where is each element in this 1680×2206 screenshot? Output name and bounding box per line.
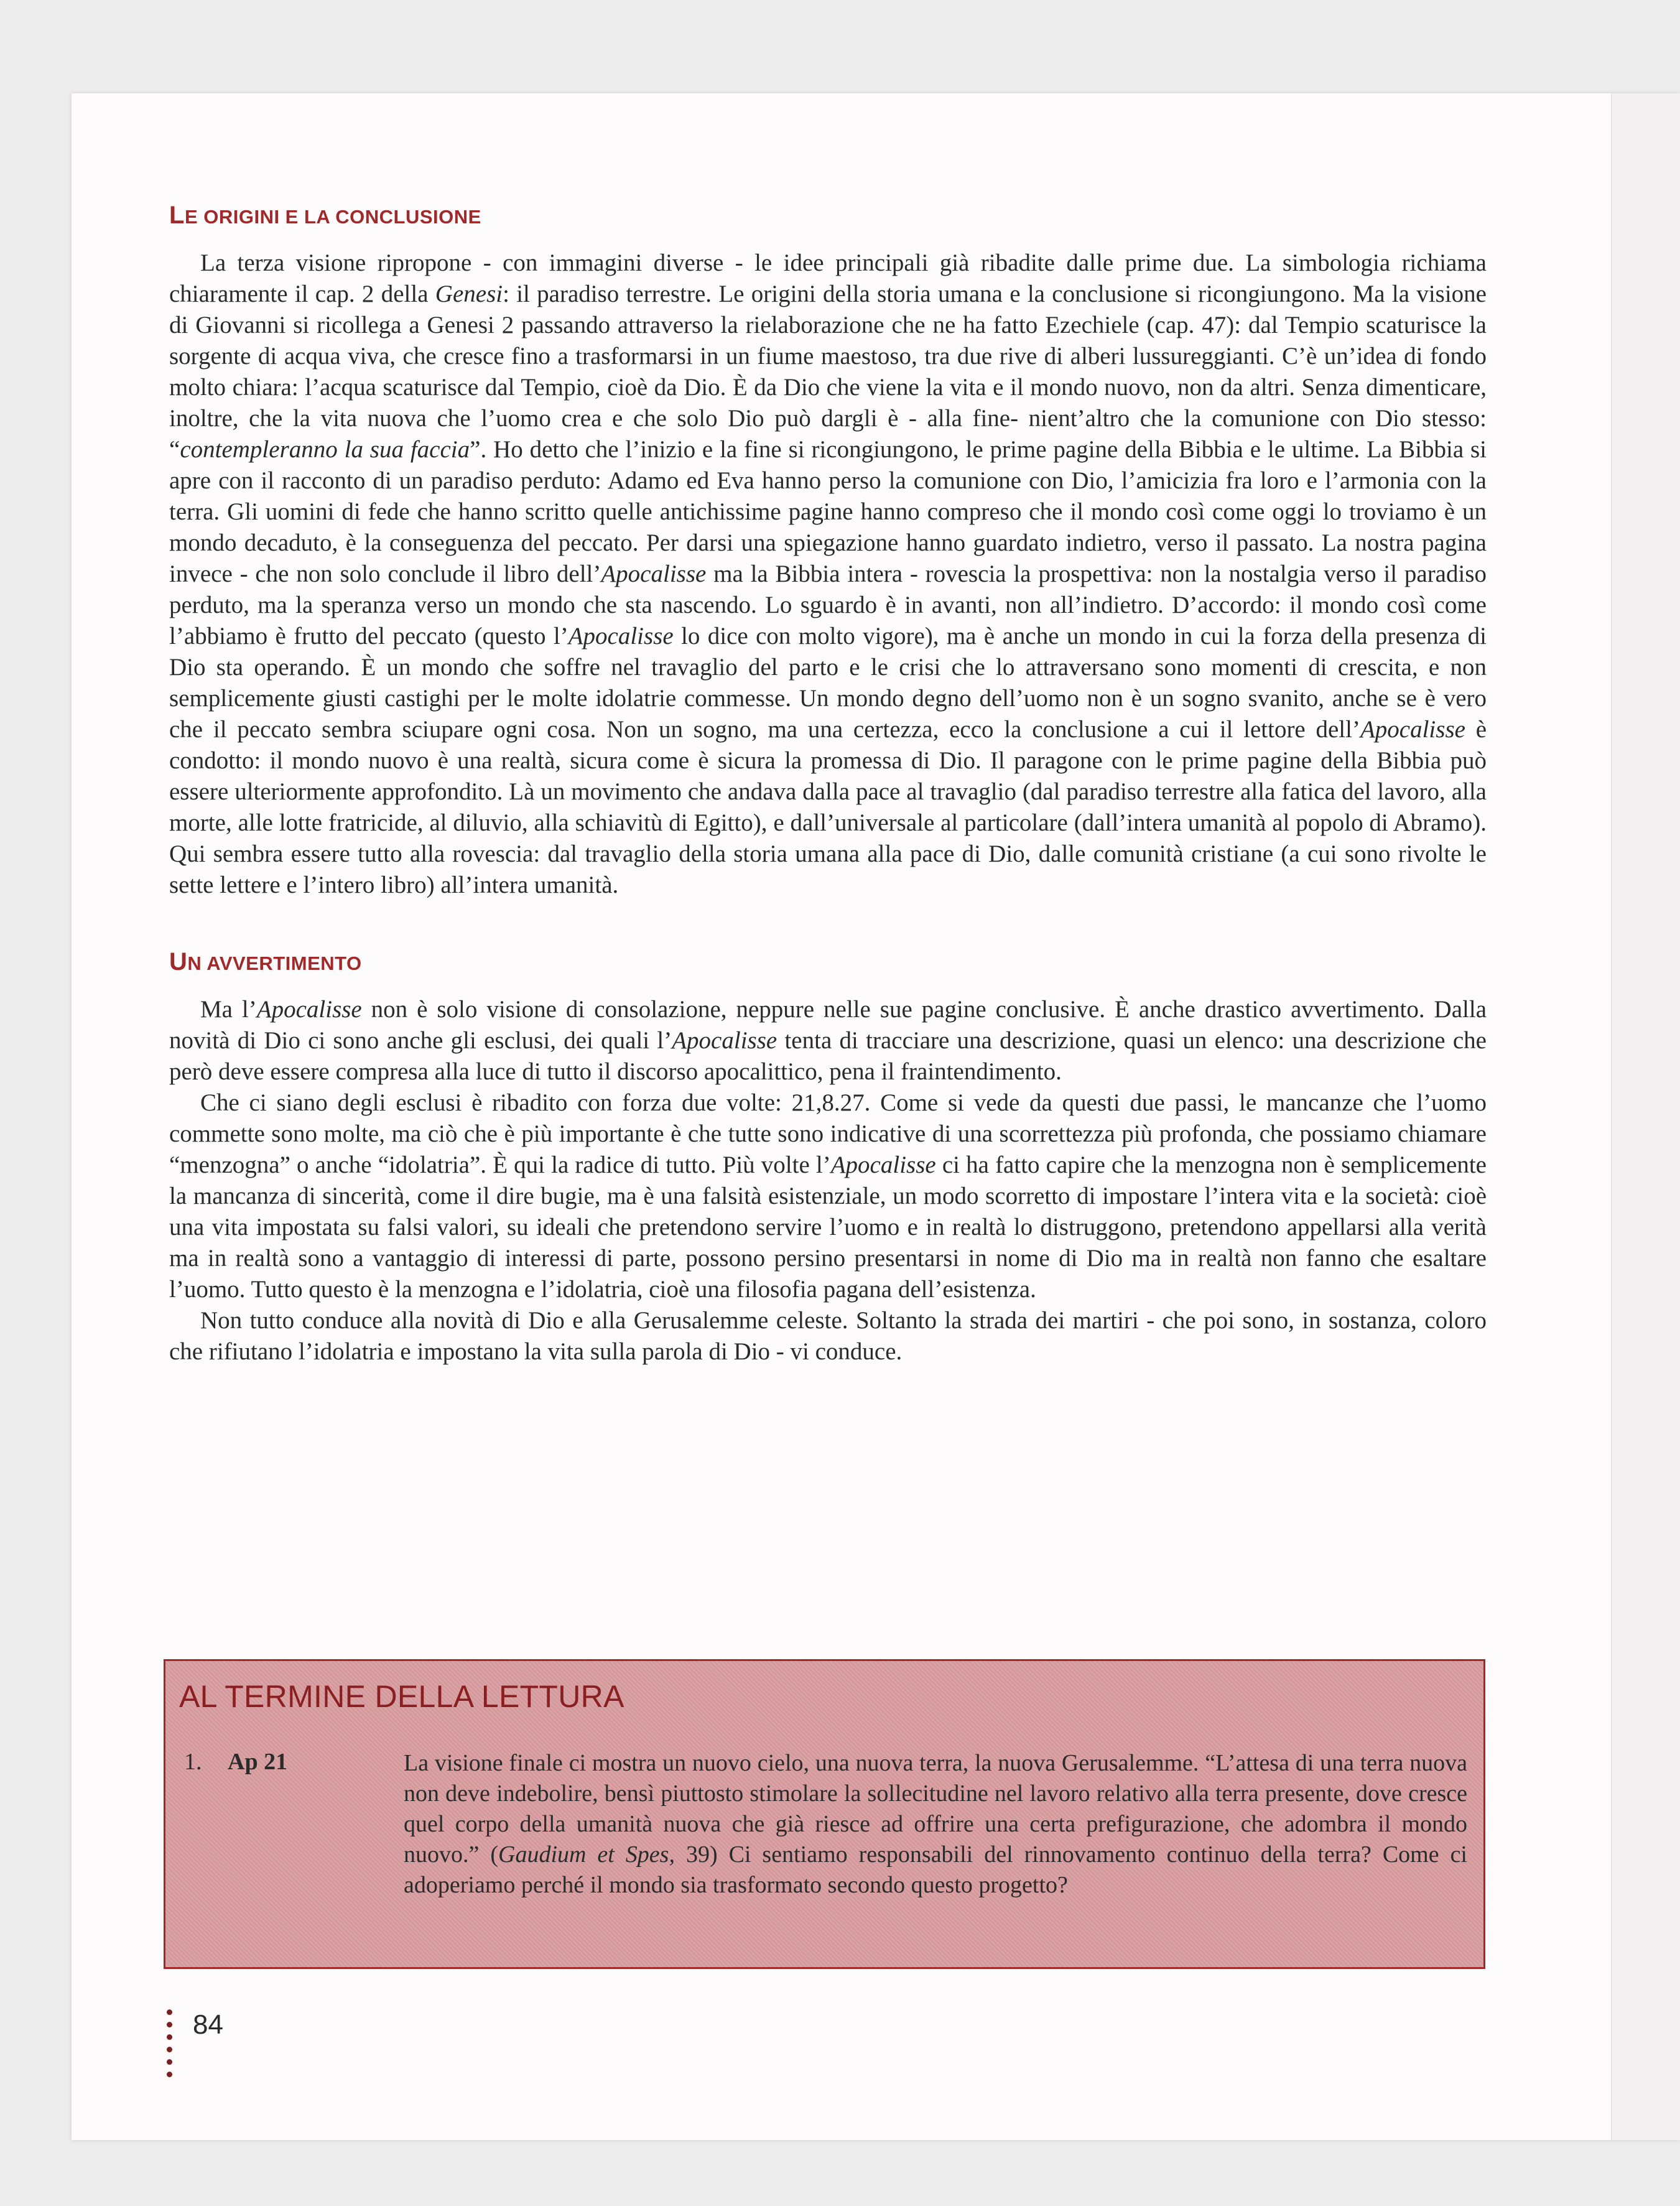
heading-initial: L <box>169 202 185 229</box>
section-origins <box>169 200 1487 901</box>
item-number: 1. <box>184 1749 202 1775</box>
item-reference: Ap 21 <box>228 1749 288 1775</box>
paragraph: La terza visione ripropone - con immagini diverse - le idee principali già ribadite dalle prime due. La simbologia richiama chiaramente il cap. 2 della Genesi: il paradiso terrestre. Le origini della storia umana e la conclusione si ricongiungono. Ma la visione di Giovanni si ricollega a Genesi 2 passando attraverso la rielaborazione che ne ha fatto Ezechiele (cap. 47): dal Tempio scaturisce la sorgente di acqua viva, che cresce fino a trasformarsi in un fiume maestoso, tra due rive di alberi lussureggianti. C’è un’idea di fondo molto chiara: l’acqua scaturisce dal Tempio, cioè da Dio. È da Dio che viene la vita e il mondo nuovo, non da altri. Senza dimenticare, inoltre, che la vita nuova che l’uomo crea e che solo Dio può dargli è - alla fine- nient’altro che la comunione con Dio stesso: “contempleranno la sua faccia”. Ho detto che l’inizio e la fine si ricongiungono, le prime pagine della Bibbia e le ultime. La Bibbia si apre con il racconto di un paradiso perduto: Adamo ed Eva hanno perso la comunione con Dio, l’amicizia fra loro e l’armonia con la terra. Gli uomini di fede che hanno scritto quelle antichissime pagine hanno compreso che il mondo così come oggi lo troviamo è un mondo decaduto, è la conseguenza del peccato. Per darsi una spiegazione hanno guardato indietro, verso il passato. La nostra pagina invece - che non solo conclude il libro dell’Apocalisse ma la Bibbia intera - rovescia la prospettiva: non la nostalgia verso il paradiso perduto, ma la speranza verso un mondo che sta nascendo. Lo sguardo è in avanti, non all’indietro. D’accordo: il mondo così come l’abbiamo è frutto del peccato (questo l’Apocalisse lo dice con molto vigore), ma è anche un mondo in cui la forza della presenza di Dio sta operando. È un mondo che soffre nel travaglio del parto e le crisi che lo attraversano sono momenti di crescita, e non semplicemente giusti castighi per le molte idolatrie commesse. Un mondo degno dell’uomo non è un sogno svanito, anche se è vero che il peccato sembra sciupare ogni cosa. Non un sogno, ma una certezza, ecco la conclusione a cui il lettore dell’Apocalisse è condotto: il mondo nuovo è una realtà, sicura come è sicura la promessa di Dio. Il paragone con le prime pagine della Bibbia può essere ulteriormente approfondito. Là un movimento che andava dalla pace al travaglio (dal paradiso terrestre alla fatica del lavoro, alla morte, alle lotte fratricide, al diluvio, alla schiavitù di Egitto), e dall’universale al particolare (dall’intera umanità al popolo di Abramo). Qui sembra essere tutto alla rovescia: dal travaglio della storia umana alla pace di Dio, dalle comunità cristiane (a cui sono rivolte le sette lettere e l’intero libro) all’intera umanità. <box>169 249 1487 898</box>
paragraph: Non tutto conduce alla novità di Dio e alla Gerusalemme celeste. Soltanto la strada dei martiri - che poi sono, in sostanza, coloro che rifiutano l’idolatria e impostano la vita sulla parola di Dio - vi conduce. <box>169 1307 1487 1365</box>
section-warning <box>169 947 1487 1367</box>
dots-ornament-icon <box>167 2009 175 2084</box>
section-heading-warning <box>169 947 1487 977</box>
facing-page-edge <box>1611 93 1680 2140</box>
paragraph: Che ci siano degli esclusi è ribadito con forza due volte: 21,8.27. Come si vede da questi due passi, le mancanze che l’uomo commette sono molte, ma ciò che è più importante è che tutte sono indicative di una scorrettezza più profonda, che possiamo chiamare “menzogna” o anche “idolatria”. È qui la radice di tutto. Più volte l’Apocalisse ci ha fatto capire che la menzogna non è semplicemente la mancanza di sincerità, come il dire bugie, ma è una falsità esistenziale, un modo scorretto di impostare l’intera vita e la società: cioè una vita impostata su falsi valori, su ideali che pretendono servire l’uomo e in realtà lo distruggono, pretendono appellarsi alla verità ma in realtà sono a vantaggio di interessi di parte, possono persino presentarsi in nome di Dio ma in realtà non fanno che esaltare l’uomo. Tutto questo è la menzogna e l’idolatria, cioè una filosofia pagana dell’esistenza. <box>169 1089 1487 1303</box>
main-content <box>169 200 1487 1367</box>
heading-rest: N AVVERTIMENTO <box>187 952 362 974</box>
heading-rest: E ORIGINI E LA CONCLUSIONE <box>184 206 481 228</box>
paragraph: Ma l’Apocalisse non è solo visione di consolazione, neppure nelle sue pagine conclusive. È anche drastico avvertimento. Dalla novità di Dio ci sono anche gli esclusi, dei quali l’Apocalisse tenta di tracciare una descrizione, quasi un elenco: una descrizione che però deve essere compresa alla luce di tutto il discorso apocalittico, pena il fraintendimento. <box>169 996 1487 1085</box>
section-heading-origins <box>169 200 1487 230</box>
page-number: 84 <box>193 2009 223 2040</box>
reading-box <box>164 1659 1485 1969</box>
reading-box-title: AL TERMINE DELLA LETTURA <box>179 1679 624 1714</box>
heading-initial: U <box>169 948 188 975</box>
item-text: La visione finale ci mostra un nuovo cielo, una nuova terra, la nuova Gerusalemme. “L’attesa di una terra nuova non deve indebolire, bensì piuttosto stimolare la sollecitudine nel lavoro relativo alla terra presente, dove cresce quel corpo della umanità nuova che già riesce ad offrire una certa prefigurazione, che adombra il mondo nuovo.” (Gaudium et Spes, 39) Ci sentiamo responsabili del rinnovamento continuo della terra? Come ci adoperiamo perché il mondo sia trasformato secondo questo progetto? <box>404 1750 1467 1898</box>
